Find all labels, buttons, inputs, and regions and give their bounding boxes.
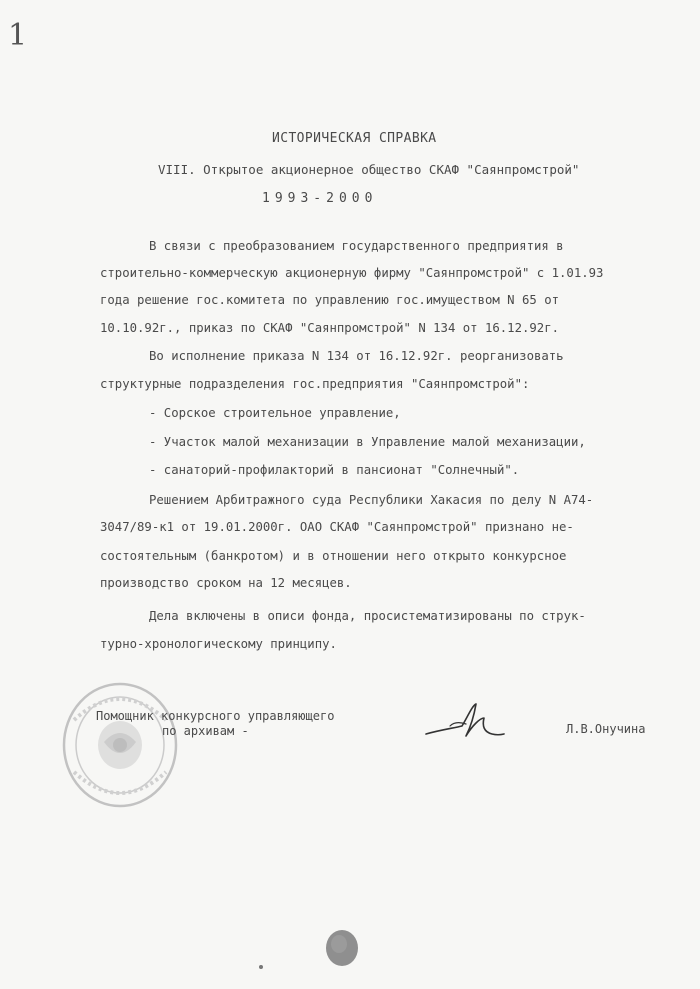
body-line: производство сроком на 12 месяцев. <box>100 576 352 590</box>
body-line: В связи с преобразованием государственного предприятия в <box>149 239 564 253</box>
list-item: - Участок малой механизации в Управление малой механизации, <box>149 435 586 449</box>
body-line: Во исполнение приказа N 134 от 16.12.92г. реорганизовать <box>149 349 564 363</box>
ink-dot-icon <box>258 964 264 970</box>
body-line: 3047/89-к1 от 19.01.2000г. ОАО СКАФ "Саянпромстрой" признано не- <box>100 520 574 534</box>
ink-blot-icon <box>324 928 360 968</box>
document-subtitle: VIII. Открытое акционерное общество СКАФ "Саянпромстрой" <box>158 162 580 177</box>
body-line: Решением Арбитражного суда Республики Хакасия по делу N А74- <box>149 493 594 507</box>
body-line: 10.10.92г., приказ по СКАФ "Саянпромстрой" N 134 от 16.12.92г. <box>100 321 560 335</box>
signature-role-line1: Помощник конкурсного управляющего <box>96 709 335 723</box>
document-title: ИСТОРИЧЕСКАЯ СПРАВКА <box>272 131 437 146</box>
document-years: 1993-2000 <box>262 191 378 206</box>
body-line: структурные подразделения гос.предприятия "Саянпромстрой": <box>100 377 530 391</box>
signature-role-line2: по архивам - <box>162 724 249 738</box>
body-line: Дела включены в описи фонда, просистематизированы по струк- <box>149 609 586 623</box>
signature-scribble-icon <box>420 700 510 750</box>
signature-name: Л.В.Онучина <box>566 722 646 736</box>
corner-mark: 1 <box>8 18 28 53</box>
body-line: года решение гос.комитета по управлению гос.имуществом N 65 от <box>100 293 560 307</box>
body-line: строительно-коммерческую акционерную фирму "Саянпромстрой" с 1.01.93 <box>100 266 604 280</box>
body-line: турно-хронологическому принципу. <box>100 637 337 651</box>
list-item: - санаторий-профилакторий в пансионат "Солнечный". <box>149 463 520 477</box>
list-item: - Сорское строительное управление, <box>149 406 401 420</box>
body-line: состоятельным (банкротом) и в отношении него открыто конкурсное <box>100 549 567 563</box>
official-stamp-icon <box>60 680 180 810</box>
